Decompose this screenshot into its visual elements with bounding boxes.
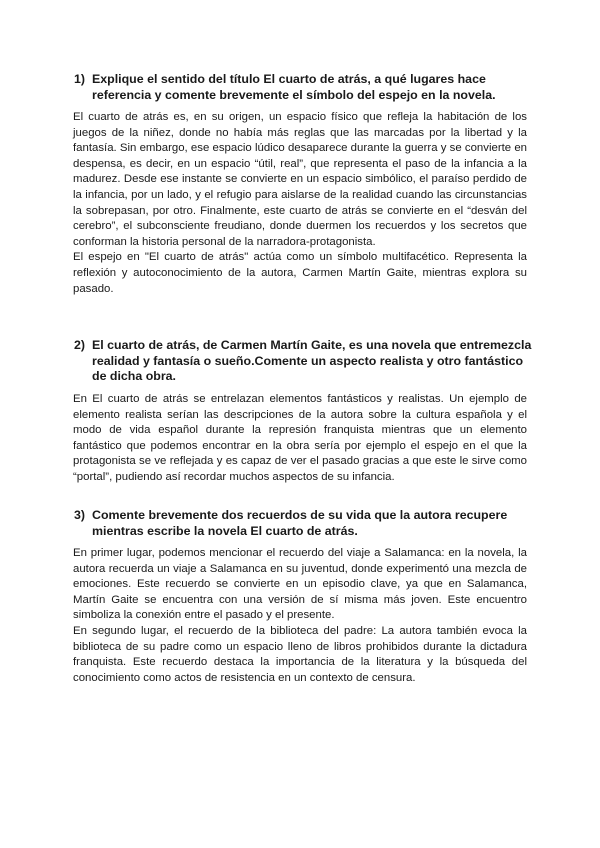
question-number: 1) (74, 72, 86, 86)
answer-block (73, 110, 527, 297)
question-heading (74, 338, 532, 385)
answer-block (73, 392, 527, 486)
answer-paragraph: El espejo en "El cuarto de atrás" actúa como un símbolo multifacético. Representa la reflexión y autoconocimiento de la autora, Carmen Martín Gaite, mientras explora su pasado. (73, 251, 527, 295)
answer-paragraph: En primer lugar, podemos mencionar el recuerdo del viaje a Salamanca: en la novela, la autora recuerda un viaje a Salamanca en su juventud, donde experimentó una mezcla de emociones. Este recuerdo se convierte en un episodio clave, ya que en Salamanca, Martín Gaite se encuentra con una versión de sí misma más joven. Este encuentro simboliza la conexión entre el pasado y el presente. (73, 547, 527, 622)
question-number: 2) (74, 338, 86, 352)
question-text: El cuarto de atrás, de Carmen Martín Gaite, es una novela que entremezcla realidad y fantasía o sueño.Comente un aspecto realista y otro fantástico de dicha obra. (92, 338, 532, 384)
question-text: Comente brevemente dos recuerdos de su vida que la autora recupere mientras escribe la novela El cuarto de atrás. (92, 508, 508, 538)
question-number: 3) (74, 508, 86, 522)
answer-paragraph: El cuarto de atrás es, en su origen, un espacio físico que refleja la habitación de los juegos de la niñez, donde no había más reglas que las marcadas por la libertad y la fantasía. Sin embargo, ese espacio lúdico desaparece durante la guerra y se convierte en despensa, es decir, en un espacio “útil, real”, que representa el paso de la infancia a la madurez. Desde ese instante se convierte en un espacio simbólico, el paraíso perdido de la infancia, por un lado, y el refugio para aislarse de la realidad cuando las circunstancias la sobrepasan, por otro. Finalmente, este cuarto de atrás se convierte en el “desván del cerebro”, el subconsciente freudiano, donde duermen los recuerdos y los secretos que conforman la historia personal de la narradora-protagonista. (73, 111, 527, 248)
answer-block (73, 546, 527, 686)
answer-paragraph: En segundo lugar, el recuerdo de la biblioteca del padre: La autora también evoca la biblioteca de su padre como un espacio lleno de libros prohibidos durante la dictadura franquista. Este recuerdo destaca la importancia de la literatura y la búsqueda del conocimiento como actos de resistencia en un contexto de censura. (73, 624, 527, 684)
question-heading (74, 72, 532, 103)
question-text: Explique el sentido del título El cuarto de atrás, a qué lugares hace referencia y comente brevemente el símbolo del espejo en la novela. (92, 72, 496, 102)
answer-paragraph: En El cuarto de atrás se entrelazan elementos fantásticos y realistas. Un ejemplo de elemento realista serían las descripciones de la autora sobre la cultura española y el modo de vida español durante la represión franquista mientras que un elemento fantástico que podemos encontrar en la obra sería por ejemplo el espejo en el que la protagonista se ve reflejada y es capaz de ver el pasado gracias a que este le sirve como “portal”, pudiendo así recordar muchos aspectos de su infancia. (73, 393, 527, 483)
question-heading (74, 508, 532, 539)
